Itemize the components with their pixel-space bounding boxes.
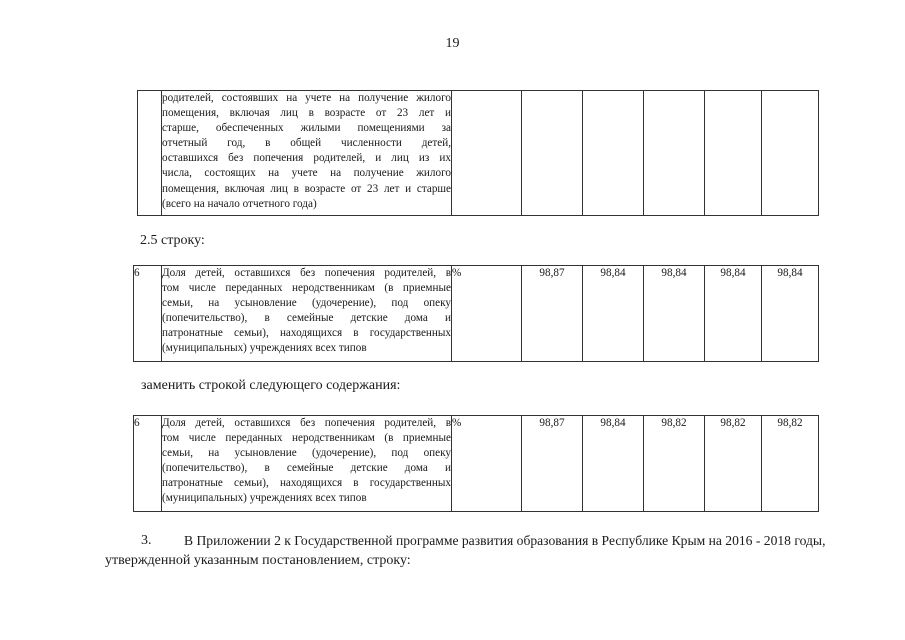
cell-value [583, 91, 644, 216]
desc-line: (всего на начало отчетного года) [162, 197, 317, 210]
desc-line: (попечительство), в семейные детские дома и [162, 312, 451, 325]
desc-line: оставшихся без попечения родителей, и лиц из их [162, 152, 451, 165]
cell-value [762, 91, 819, 216]
cell-value: 98,84 [583, 416, 644, 512]
desc-line: том числе переданных неродственникам (в приемные [162, 432, 451, 445]
cell-unit [452, 91, 522, 216]
desc-line: (муниципальных) учреждениях всех типов [162, 342, 367, 355]
desc-line: (муниципальных) учреждениях всех типов [162, 492, 367, 505]
cell-value: 98,84 [705, 266, 762, 362]
table-continuation [137, 90, 819, 216]
table-old-row [133, 265, 819, 362]
cell-value [644, 91, 705, 216]
desc-line: помещения, включая лиц в возрасте от 23 лет и [162, 107, 451, 120]
cell-value: 98,84 [644, 266, 705, 362]
cell-value [705, 91, 762, 216]
row-label: 2.5 строку: [140, 233, 205, 248]
cell-description [162, 416, 452, 512]
cell-value: 98,87 [522, 416, 583, 512]
desc-line: семьи, на усыновление (удочерение), под опеку [162, 297, 451, 310]
desc-line: помещения, включая лиц в возрасте от 23 лет и старше [162, 182, 451, 195]
cell-num: 6 [134, 266, 162, 362]
desc-line: патронатные семьи), находящихся в государственных [162, 477, 451, 490]
cell-description [162, 266, 452, 362]
paragraph-line: утвержденной указанным постановлением, строку: [105, 553, 411, 568]
desc-line: Доля детей, оставшихся без попечения родителей, в [162, 417, 451, 429]
desc-line: отчетный год, в общей численности детей, [162, 137, 451, 150]
page-number: 19 [445, 36, 460, 51]
desc-line: Доля детей, оставшихся без попечения родителей, в [162, 267, 451, 279]
desc-line: том числе переданных неродственникам (в приемные [162, 282, 451, 295]
desc-line: (попечительство), в семейные детские дома и [162, 462, 451, 475]
cell-value: 98,82 [644, 416, 705, 512]
desc-line: родителей, состоявших на учете на получение жилого [162, 92, 451, 104]
desc-line: патронатные семьи), находящихся в государственных [162, 327, 451, 340]
cell-unit: % [452, 266, 522, 362]
table-new-row [133, 415, 819, 512]
desc-line: числа, состоящих на учете на получение жилого [162, 167, 451, 180]
cell-value: 98,82 [705, 416, 762, 512]
cell-num: 6 [134, 416, 162, 512]
cell-value: 98,84 [762, 266, 819, 362]
desc-line: семьи, на усыновление (удочерение), под опеку [162, 447, 451, 460]
replace-label: заменить строкой следующего содержания: [141, 378, 401, 393]
cell-num [138, 91, 162, 216]
cell-unit: % [452, 416, 522, 512]
paragraph-line: В Приложении 2 к Государственной программе развития образования в Республике Крым на 2016 - 2018 годы, [184, 533, 826, 548]
cell-value: 98,87 [522, 266, 583, 362]
cell-value: 98,84 [583, 266, 644, 362]
cell-value [522, 91, 583, 216]
desc-line: старше, обеспеченных жилыми помещениями за [162, 122, 451, 135]
cell-value: 98,82 [762, 416, 819, 512]
paragraph-number: 3. [141, 533, 152, 548]
cell-description [162, 91, 452, 216]
